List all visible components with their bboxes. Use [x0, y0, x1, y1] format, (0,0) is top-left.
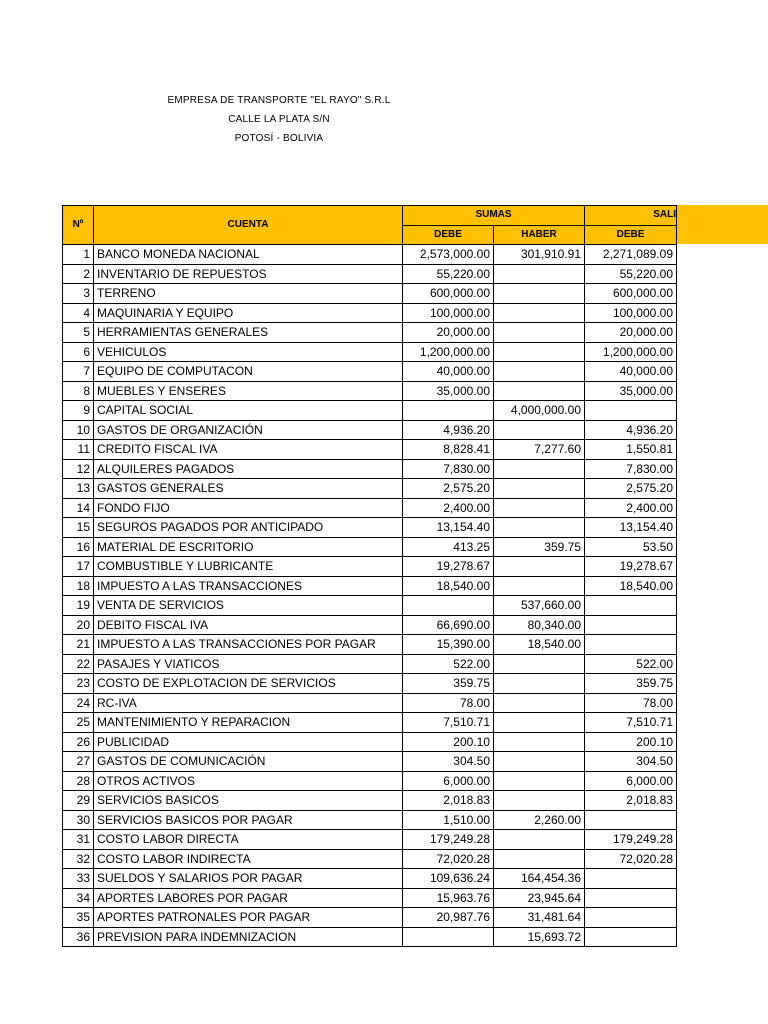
- row-debe: [403, 927, 494, 947]
- row-debe: [403, 596, 494, 616]
- row-haber: [494, 732, 585, 752]
- row-debe: 4,936.20: [403, 420, 494, 440]
- table-row: [63, 576, 677, 596]
- row-saldo: 359.75: [585, 674, 677, 694]
- row-haber: [494, 674, 585, 694]
- row-account: MAQUINARIA Y EQUIPO: [94, 303, 403, 323]
- row-haber: [494, 459, 585, 479]
- table-row: [63, 791, 677, 811]
- row-account: IMPUESTO A LAS TRANSACCIONES: [94, 576, 403, 596]
- ledger-body: [63, 245, 677, 947]
- row-account: INVENTARIO DE REPUESTOS: [94, 264, 403, 284]
- row-debe: 2,018.83: [403, 791, 494, 811]
- row-number: 6: [63, 342, 94, 362]
- row-debe: 413.25: [403, 537, 494, 557]
- row-haber: [494, 557, 585, 577]
- row-saldo: 35,000.00: [585, 381, 677, 401]
- row-number: 22: [63, 654, 94, 674]
- row-account: PUBLICIDAD: [94, 732, 403, 752]
- row-debe: 72,020.28: [403, 849, 494, 869]
- row-number: 3: [63, 284, 94, 304]
- row-debe: 600,000.00: [403, 284, 494, 304]
- row-account: COSTO DE EXPLOTACION DE SERVICIOS: [94, 674, 403, 694]
- row-saldo: 2,018.83: [585, 791, 677, 811]
- row-debe: 304.50: [403, 752, 494, 772]
- table-row: [63, 245, 677, 265]
- row-saldo: 53.50: [585, 537, 677, 557]
- row-haber: [494, 849, 585, 869]
- row-account: GASTOS DE COMUNICACIÓN: [94, 752, 403, 772]
- row-debe: 18,540.00: [403, 576, 494, 596]
- table-row: [63, 596, 677, 616]
- row-number: 18: [63, 576, 94, 596]
- table-row: [63, 479, 677, 499]
- row-saldo: 1,200,000.00: [585, 342, 677, 362]
- row-saldo: [585, 615, 677, 635]
- row-haber: [494, 479, 585, 499]
- row-haber: 7,277.60: [494, 440, 585, 460]
- row-haber: 23,945.64: [494, 888, 585, 908]
- row-account: PREVISION PARA INDEMNIZACION: [94, 927, 403, 947]
- table-row: [63, 362, 677, 382]
- table-row: [63, 830, 677, 850]
- row-account: HERRAMIENTAS GENERALES: [94, 323, 403, 343]
- header-sumas: SUMAS: [403, 206, 585, 226]
- row-haber: [494, 498, 585, 518]
- row-haber: [494, 693, 585, 713]
- row-saldo: 4,936.20: [585, 420, 677, 440]
- company-city: POTOSÍ - BOLIVIA: [234, 133, 324, 144]
- row-saldo: 55,220.00: [585, 264, 677, 284]
- row-debe: 20,000.00: [403, 323, 494, 343]
- row-haber: [494, 713, 585, 733]
- row-number: 29: [63, 791, 94, 811]
- row-debe: 179,249.28: [403, 830, 494, 850]
- row-account: EQUIPO DE COMPUTACON: [94, 362, 403, 382]
- row-saldo: 2,271,089.09: [585, 245, 677, 265]
- row-saldo: 1,550.81: [585, 440, 677, 460]
- table-row: [63, 888, 677, 908]
- header-saldo-debe: DEBE: [585, 225, 677, 245]
- row-debe: 7,510.71: [403, 713, 494, 733]
- row-haber: [494, 284, 585, 304]
- table-row: [63, 693, 677, 713]
- row-saldo: [585, 927, 677, 947]
- row-number: 33: [63, 869, 94, 889]
- row-number: 20: [63, 615, 94, 635]
- row-haber: [494, 654, 585, 674]
- row-account: CREDITO FISCAL IVA: [94, 440, 403, 460]
- row-saldo: 19,278.67: [585, 557, 677, 577]
- row-saldo: [585, 888, 677, 908]
- row-account: MATERIAL DE ESCRITORIO: [94, 537, 403, 557]
- row-haber: [494, 771, 585, 791]
- row-number: 25: [63, 713, 94, 733]
- row-account: COMBUSTIBLE Y LUBRICANTE: [94, 557, 403, 577]
- table-row: [63, 401, 677, 421]
- row-saldo: 179,249.28: [585, 830, 677, 850]
- row-account: DEBITO FISCAL IVA: [94, 615, 403, 635]
- row-number: 28: [63, 771, 94, 791]
- row-number: 5: [63, 323, 94, 343]
- row-debe: 8,828.41: [403, 440, 494, 460]
- table-row: [63, 518, 677, 538]
- row-account: OTROS ACTIVOS: [94, 771, 403, 791]
- table-row: [63, 771, 677, 791]
- row-debe: 66,690.00: [403, 615, 494, 635]
- row-number: 19: [63, 596, 94, 616]
- table-row: [63, 440, 677, 460]
- row-account: VEHICULOS: [94, 342, 403, 362]
- row-haber: [494, 576, 585, 596]
- row-account: VENTA DE SERVICIOS: [94, 596, 403, 616]
- row-number: 16: [63, 537, 94, 557]
- row-number: 34: [63, 888, 94, 908]
- row-haber: 4,000,000.00: [494, 401, 585, 421]
- table-row: [63, 459, 677, 479]
- row-saldo: 304.50: [585, 752, 677, 772]
- table-row: [63, 284, 677, 304]
- row-haber: [494, 830, 585, 850]
- row-debe: 19,278.67: [403, 557, 494, 577]
- table-row: [63, 869, 677, 889]
- row-number: 11: [63, 440, 94, 460]
- table-row: [63, 713, 677, 733]
- table-row: [63, 732, 677, 752]
- row-debe: 78.00: [403, 693, 494, 713]
- row-saldo: 2,575.20: [585, 479, 677, 499]
- table-row: [63, 342, 677, 362]
- row-saldo: 20,000.00: [585, 323, 677, 343]
- row-debe: [403, 401, 494, 421]
- row-number: 31: [63, 830, 94, 850]
- row-number: 32: [63, 849, 94, 869]
- row-account: TERRENO: [94, 284, 403, 304]
- table-row: [63, 323, 677, 343]
- row-saldo: 78.00: [585, 693, 677, 713]
- table-row: [63, 654, 677, 674]
- row-account: SERVICIOS BASICOS: [94, 791, 403, 811]
- row-debe: 15,390.00: [403, 635, 494, 655]
- row-haber: 2,260.00: [494, 810, 585, 830]
- table-row: [63, 908, 677, 928]
- table-row: [63, 557, 677, 577]
- row-number: 12: [63, 459, 94, 479]
- row-haber: [494, 518, 585, 538]
- table-row: [63, 420, 677, 440]
- row-debe: 2,575.20: [403, 479, 494, 499]
- row-account: FONDO FIJO: [94, 498, 403, 518]
- row-number: 30: [63, 810, 94, 830]
- table-row: [63, 752, 677, 772]
- row-number: 17: [63, 557, 94, 577]
- row-debe: 2,400.00: [403, 498, 494, 518]
- row-number: 2: [63, 264, 94, 284]
- row-number: 8: [63, 381, 94, 401]
- row-debe: 13,154.40: [403, 518, 494, 538]
- row-haber: [494, 791, 585, 811]
- company-name: EMPRESA DE TRANSPORTE "EL RAYO" S.R.L: [167, 95, 391, 106]
- table-row: [63, 498, 677, 518]
- table-row: [63, 537, 677, 557]
- header-haber: HABER: [494, 225, 585, 245]
- table-row: [63, 810, 677, 830]
- row-debe: 100,000.00: [403, 303, 494, 323]
- header-number: Nº: [63, 206, 94, 245]
- row-haber: 164,454.36: [494, 869, 585, 889]
- row-number: 24: [63, 693, 94, 713]
- table-row: [63, 849, 677, 869]
- row-saldo: 100,000.00: [585, 303, 677, 323]
- row-account: CAPITAL SOCIAL: [94, 401, 403, 421]
- row-debe: 35,000.00: [403, 381, 494, 401]
- table-row: [63, 303, 677, 323]
- row-account: ALQUILERES PAGADOS: [94, 459, 403, 479]
- row-debe: 20,987.76: [403, 908, 494, 928]
- row-account: MUEBLES Y ENSERES: [94, 381, 403, 401]
- row-number: 15: [63, 518, 94, 538]
- row-haber: [494, 420, 585, 440]
- row-saldo: 6,000.00: [585, 771, 677, 791]
- row-haber: 537,660.00: [494, 596, 585, 616]
- row-account: SERVICIOS BASICOS POR PAGAR: [94, 810, 403, 830]
- row-saldo: [585, 908, 677, 928]
- row-haber: [494, 323, 585, 343]
- row-account: APORTES PATRONALES POR PAGAR: [94, 908, 403, 928]
- row-account: BANCO MONEDA NACIONAL: [94, 245, 403, 265]
- row-account: COSTO LABOR INDIRECTA: [94, 849, 403, 869]
- table-row: [63, 381, 677, 401]
- row-account: APORTES LABORES POR PAGAR: [94, 888, 403, 908]
- row-saldo: [585, 596, 677, 616]
- row-haber: 31,481.64: [494, 908, 585, 928]
- row-number: 13: [63, 479, 94, 499]
- ledger-table: [62, 205, 677, 947]
- row-haber: 359.75: [494, 537, 585, 557]
- header-cuenta: CUENTA: [94, 206, 403, 245]
- row-account: PASAJES Y VIATICOS: [94, 654, 403, 674]
- row-number: 35: [63, 908, 94, 928]
- row-haber: [494, 264, 585, 284]
- row-saldo: 18,540.00: [585, 576, 677, 596]
- row-saldo: 40,000.00: [585, 362, 677, 382]
- row-number: 9: [63, 401, 94, 421]
- row-number: 36: [63, 927, 94, 947]
- row-number: 21: [63, 635, 94, 655]
- row-account: SUELDOS Y SALARIOS POR PAGAR: [94, 869, 403, 889]
- row-saldo: [585, 810, 677, 830]
- row-number: 23: [63, 674, 94, 694]
- row-debe: 15,963.76: [403, 888, 494, 908]
- row-saldo: [585, 635, 677, 655]
- row-debe: 40,000.00: [403, 362, 494, 382]
- row-saldo: 200.10: [585, 732, 677, 752]
- row-haber: [494, 752, 585, 772]
- row-debe: 6,000.00: [403, 771, 494, 791]
- table-row: [63, 264, 677, 284]
- row-number: 10: [63, 420, 94, 440]
- row-saldo: [585, 401, 677, 421]
- row-saldo: 7,830.00: [585, 459, 677, 479]
- row-saldo: 7,510.71: [585, 713, 677, 733]
- header-debe: DEBE: [403, 225, 494, 245]
- row-number: 14: [63, 498, 94, 518]
- table-row: [63, 674, 677, 694]
- row-haber: 80,340.00: [494, 615, 585, 635]
- row-account: COSTO LABOR DIRECTA: [94, 830, 403, 850]
- row-haber: [494, 362, 585, 382]
- row-haber: [494, 303, 585, 323]
- table-row: [63, 927, 677, 947]
- row-saldo: [585, 869, 677, 889]
- row-account: GASTOS DE ORGANIZACIÓN: [94, 420, 403, 440]
- row-debe: 522.00: [403, 654, 494, 674]
- row-account: MANTENIMIENTO Y REPARACION: [94, 713, 403, 733]
- row-debe: 2,573,000.00: [403, 245, 494, 265]
- row-debe: 1,200,000.00: [403, 342, 494, 362]
- row-account: IMPUESTO A LAS TRANSACCIONES POR PAGAR: [94, 635, 403, 655]
- row-debe: 55,220.00: [403, 264, 494, 284]
- row-number: 1: [63, 245, 94, 265]
- row-account: GASTOS GENERALES: [94, 479, 403, 499]
- row-haber: [494, 381, 585, 401]
- row-debe: 109,636.24: [403, 869, 494, 889]
- row-debe: 1,510.00: [403, 810, 494, 830]
- table-row: [63, 615, 677, 635]
- row-number: 27: [63, 752, 94, 772]
- company-address: CALLE LA PLATA S/N: [228, 114, 330, 125]
- header-saldos: SALI: [585, 206, 677, 226]
- row-saldo: 522.00: [585, 654, 677, 674]
- row-debe: 200.10: [403, 732, 494, 752]
- row-number: 26: [63, 732, 94, 752]
- row-account: RC-IVA: [94, 693, 403, 713]
- row-haber: 301,910.91: [494, 245, 585, 265]
- row-debe: 359.75: [403, 674, 494, 694]
- row-saldo: 72,020.28: [585, 849, 677, 869]
- row-saldo: 2,400.00: [585, 498, 677, 518]
- row-haber: [494, 342, 585, 362]
- row-debe: 7,830.00: [403, 459, 494, 479]
- row-account: SEGUROS PAGADOS POR ANTICIPADO: [94, 518, 403, 538]
- saldos-header-extension: [677, 205, 768, 244]
- row-haber: 15,693.72: [494, 927, 585, 947]
- table-row: [63, 635, 677, 655]
- row-saldo: 600,000.00: [585, 284, 677, 304]
- row-number: 4: [63, 303, 94, 323]
- row-number: 7: [63, 362, 94, 382]
- row-saldo: 13,154.40: [585, 518, 677, 538]
- row-haber: 18,540.00: [494, 635, 585, 655]
